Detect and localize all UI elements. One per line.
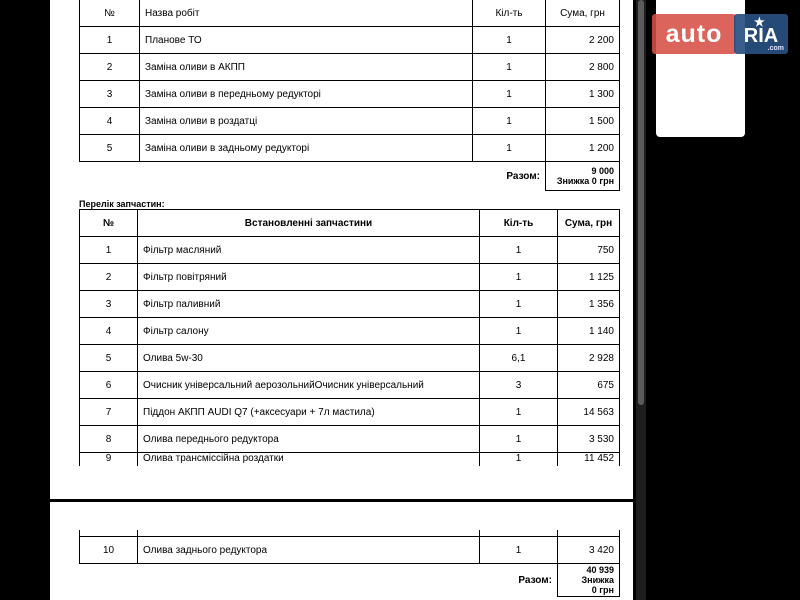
row-name: Заміна оливи в АКПП [140, 54, 473, 81]
row-name: Фільтр паливний [138, 291, 480, 318]
row-name: Фільтр масляний [138, 237, 480, 264]
table-row [80, 264, 620, 291]
total-value: 9 000 [591, 166, 614, 176]
row-sum: 14 563 [558, 399, 620, 426]
row-qty: 1 [480, 453, 558, 467]
logo-ria-block [734, 14, 788, 54]
table-row [80, 318, 620, 345]
row-name: Олива заднього редуктора [138, 537, 480, 564]
row-sum: 1 200 [546, 135, 620, 162]
discount-value: 0 грн [591, 585, 614, 595]
header-name: Встановленні запчастини [138, 210, 480, 237]
header-num: № [80, 210, 138, 237]
total-value-cell [558, 564, 620, 597]
row-qty: 1 [473, 27, 546, 54]
row-qty: 1 [473, 81, 546, 108]
row-sum: 1 500 [546, 108, 620, 135]
row-qty: 1 [480, 318, 558, 345]
row-qty: 6,1 [480, 345, 558, 372]
row-name: Очисник універсальний аерозольнийОчисник універсальний [138, 372, 480, 399]
row-name: Фільтр салону [138, 318, 480, 345]
works-table [79, 0, 620, 191]
table-row [80, 54, 620, 81]
row-sum: 1 140 [558, 318, 620, 345]
row-qty: 1 [480, 426, 558, 453]
row-num: 6 [80, 372, 138, 399]
table-row [80, 27, 620, 54]
row-sum: 11 452 [558, 453, 620, 467]
header-qty: Кіл-ть [480, 210, 558, 237]
parts-title: Перелік запчастин: [79, 199, 165, 209]
row-name: Олива трансміссійна роздатки [138, 453, 480, 467]
table-row [80, 537, 620, 564]
row-qty: 1 [480, 264, 558, 291]
logo-auto-text: auto [652, 14, 736, 54]
star-icon: ★ [754, 15, 765, 29]
row-num: 10 [80, 537, 138, 564]
row-num: 2 [80, 264, 138, 291]
total-row [80, 564, 620, 597]
row-sum: 1 300 [546, 81, 620, 108]
row-qty: 1 [480, 399, 558, 426]
discount-value: Знижка 0 грн [556, 176, 614, 186]
header-sum: Сума, грн [558, 210, 620, 237]
row-num: 1 [80, 237, 138, 264]
row-sum: 1 356 [558, 291, 620, 318]
row-sum: 1 125 [558, 264, 620, 291]
row-qty: 1 [473, 54, 546, 81]
table-row [80, 291, 620, 318]
table-header-row [80, 210, 620, 237]
row-num: 2 [80, 54, 140, 81]
row-sum: 2 200 [546, 27, 620, 54]
row-sum: 2 800 [546, 54, 620, 81]
row-num: 4 [80, 318, 138, 345]
row-qty: 1 [480, 291, 558, 318]
table-row [80, 426, 620, 453]
row-sum: 2 928 [558, 345, 620, 372]
row-num: 1 [80, 27, 140, 54]
row-num: 5 [80, 135, 140, 162]
header-name: Назва робіт [140, 0, 473, 27]
row-num: 8 [80, 426, 138, 453]
row-name: Олива переднього редуктора [138, 426, 480, 453]
header-sum: Сума, грн [546, 0, 620, 27]
logo-com-text: .com [767, 45, 784, 52]
total-label: Разом: [506, 170, 540, 182]
total-row [80, 162, 620, 191]
row-num: 5 [80, 345, 138, 372]
row-qty: 1 [473, 108, 546, 135]
total-label: Разом: [518, 574, 552, 586]
table-row [80, 81, 620, 108]
table-header-row [80, 0, 620, 27]
parts-table-continued [79, 530, 620, 597]
parts-table [79, 209, 620, 466]
table-row [80, 237, 620, 264]
table-row-cut [80, 453, 620, 467]
table-row [80, 345, 620, 372]
row-name: Заміна оливи в передньому редукторі [140, 81, 473, 108]
auto-ria-logo [652, 14, 788, 54]
row-name: Фільтр повітряний [138, 264, 480, 291]
scrollbar-thumb[interactable] [638, 0, 644, 405]
row-num: 4 [80, 108, 140, 135]
row-qty: 1 [473, 135, 546, 162]
row-qty: 3 [480, 372, 558, 399]
row-sum: 3 530 [558, 426, 620, 453]
table-row [80, 135, 620, 162]
total-value-cell [546, 162, 620, 191]
row-sum: 3 420 [558, 537, 620, 564]
header-num: № [80, 0, 140, 27]
row-qty: 1 [480, 237, 558, 264]
row-name: Олива 5w-30 [138, 345, 480, 372]
logo-ria-text: RIA [743, 25, 779, 47]
row-num: 7 [80, 399, 138, 426]
table-row [80, 399, 620, 426]
row-qty: 1 [480, 537, 558, 564]
row-name: Заміна оливи в роздатці [140, 108, 473, 135]
row-sum: 675 [558, 372, 620, 399]
total-value: 40 939 [586, 565, 614, 575]
table-row [80, 108, 620, 135]
discount-label: Знижка [581, 575, 614, 585]
row-name: Планове ТО [140, 27, 473, 54]
row-sum: 750 [558, 237, 620, 264]
row-name: Піддон АКПП AUDI Q7 (+аксесуари + 7л мастила) [138, 399, 480, 426]
row-num: 9 [80, 453, 138, 467]
row-num: 3 [80, 291, 138, 318]
table-row [80, 372, 620, 399]
row-name: Заміна оливи в задньому редукторі [140, 135, 473, 162]
row-num: 3 [80, 81, 140, 108]
header-qty: Кіл-ть [473, 0, 546, 27]
